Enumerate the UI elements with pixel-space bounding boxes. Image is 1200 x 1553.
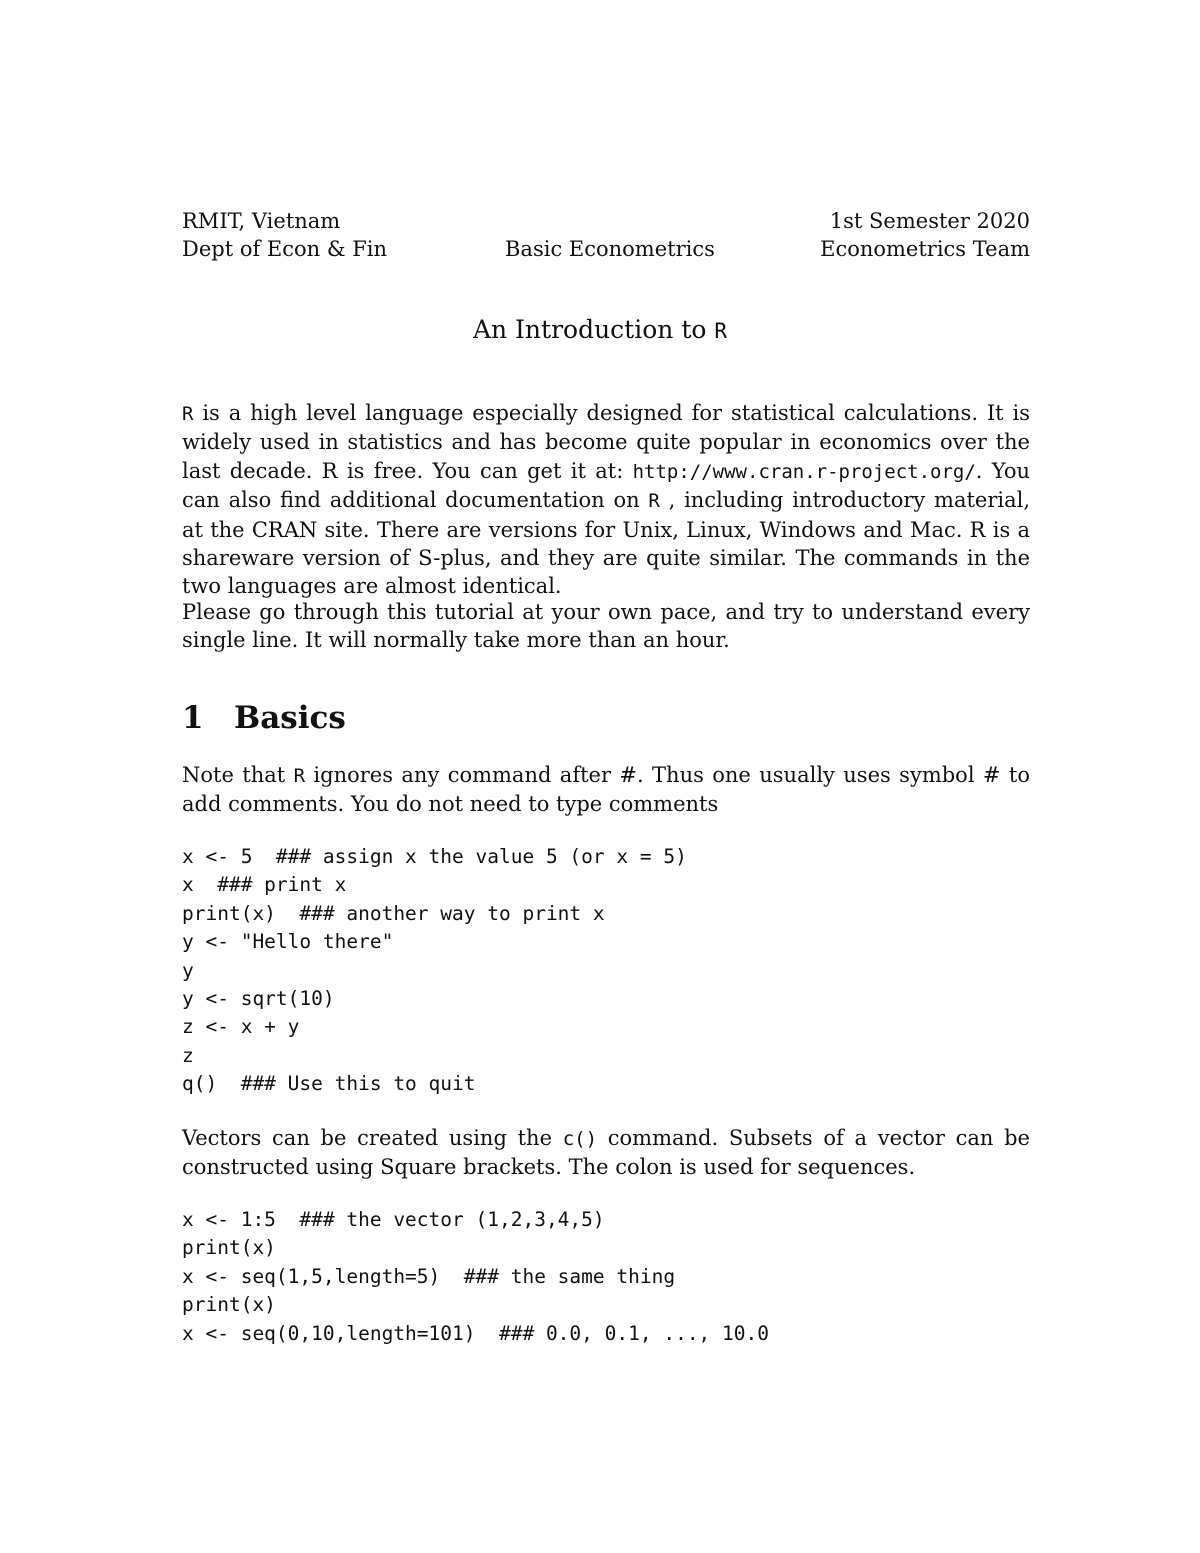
cran-url[interactable]: http://www.cran.r-project.org/ [632, 460, 976, 483]
institution: RMIT, Vietnam [182, 209, 341, 233]
vectors-paragraph [182, 1124, 1030, 1182]
code-line: print(x) [182, 1236, 276, 1260]
section-title: Basics [234, 700, 346, 736]
note-text-1: Note that [182, 763, 294, 787]
code-line: z <- x + y [182, 1015, 300, 1039]
section-heading [182, 698, 346, 738]
intro-paragraph [182, 399, 1030, 601]
intro-text-3: , including introductory material, at the CRAN site. There are versions for Unix, Linux, Windows and Mac. R is a shareware version of S-plus, and they are quite similar. The commands in the two languages are almost identical. [182, 488, 1031, 599]
r-name: R [182, 403, 194, 425]
c-command: c() [562, 1128, 598, 1150]
intro-text-2: . You can also find additional documentation on [182, 458, 1030, 513]
vectors-text-1: Vectors can be created using the [182, 1126, 563, 1150]
semester: 1st Semester 2020 [829, 209, 1030, 233]
note-text-2: ignores any command after #. Thus one usually uses symbol # to add comments. You do not need to type comments [182, 763, 1030, 817]
comments-note-paragraph [182, 761, 1030, 819]
r-name: R [648, 490, 660, 513]
document-title [0, 313, 1200, 348]
code-line: x <- 5 ### assign x the value 5 (or x = 5) [182, 845, 687, 868]
code-line: print(x) ### another way to print x [182, 901, 605, 925]
vectors-text-2: command. Subsets of a vector can be constructed using Square brackets. The colon is used for sequences. [182, 1126, 1030, 1180]
code-block-vectors [182, 1206, 769, 1348]
section-number: 1 [182, 700, 204, 736]
title-lang: R [714, 319, 728, 343]
code-line: x ### print x [182, 873, 347, 897]
tutorial-note-paragraph: Please go through this tutorial at your own pace, and try to understand every single line. It will normally take more than an hour. [182, 600, 1030, 653]
course-name: Basic Econometrics [505, 237, 715, 261]
title-text: An Introduction to [472, 315, 707, 344]
code-line: q() ### Use this to quit [182, 1072, 476, 1096]
code-line: print(x) [182, 1293, 276, 1317]
code-line: y <- sqrt(10) [182, 986, 335, 1010]
header-row-bottom [182, 235, 1030, 263]
team-name: Econometrics Team [820, 237, 1030, 261]
code-line: z [182, 1043, 194, 1067]
department: Dept of Econ & Fin [182, 237, 388, 261]
code-line: x <- seq(1,5,length=5) ### the same thing [182, 1264, 676, 1288]
header-row-top [182, 207, 1030, 235]
code-line: x <- seq(0,10,length=101) ### 0.0, 0.1, ..., 10.0 [182, 1321, 769, 1345]
code-block-basics [182, 843, 687, 1099]
code-line: y [182, 958, 194, 982]
r-name: R [293, 765, 306, 787]
intro-text-1: is a high level language especially designed for statistical calculations. It is widely used in statistics and has become quite popular in economics over the last decade. R is free. You can get it at: [182, 401, 1030, 483]
code-line: y <- "Hello there" [182, 930, 394, 954]
code-line: x <- 1:5 ### the vector (1,2,3,4,5) [182, 1208, 605, 1231]
